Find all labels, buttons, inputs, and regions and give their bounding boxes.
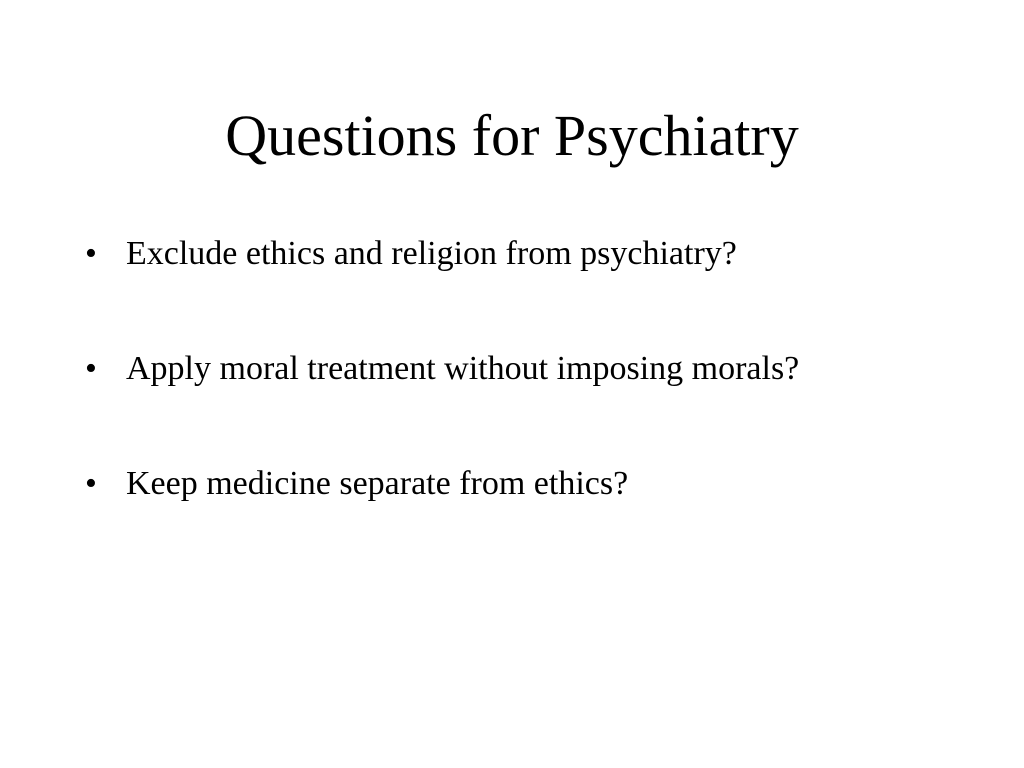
bullet-text: Keep medicine separate from ethics? [126,465,629,502]
slide-title: Questions for Psychiatry [225,103,799,168]
bullet-text: Exclude ethics and religion from psychiatry? [126,235,737,272]
bullet-item [85,347,965,462]
bullet-text: Apply moral treatment without imposing morals? [126,350,800,387]
bullet-list [85,232,965,577]
bullet-item [85,232,965,347]
bullet-dot: • [85,235,97,272]
bullet-item [85,462,965,577]
bullet-dot: • [85,350,97,387]
bullet-dot: • [85,465,97,502]
